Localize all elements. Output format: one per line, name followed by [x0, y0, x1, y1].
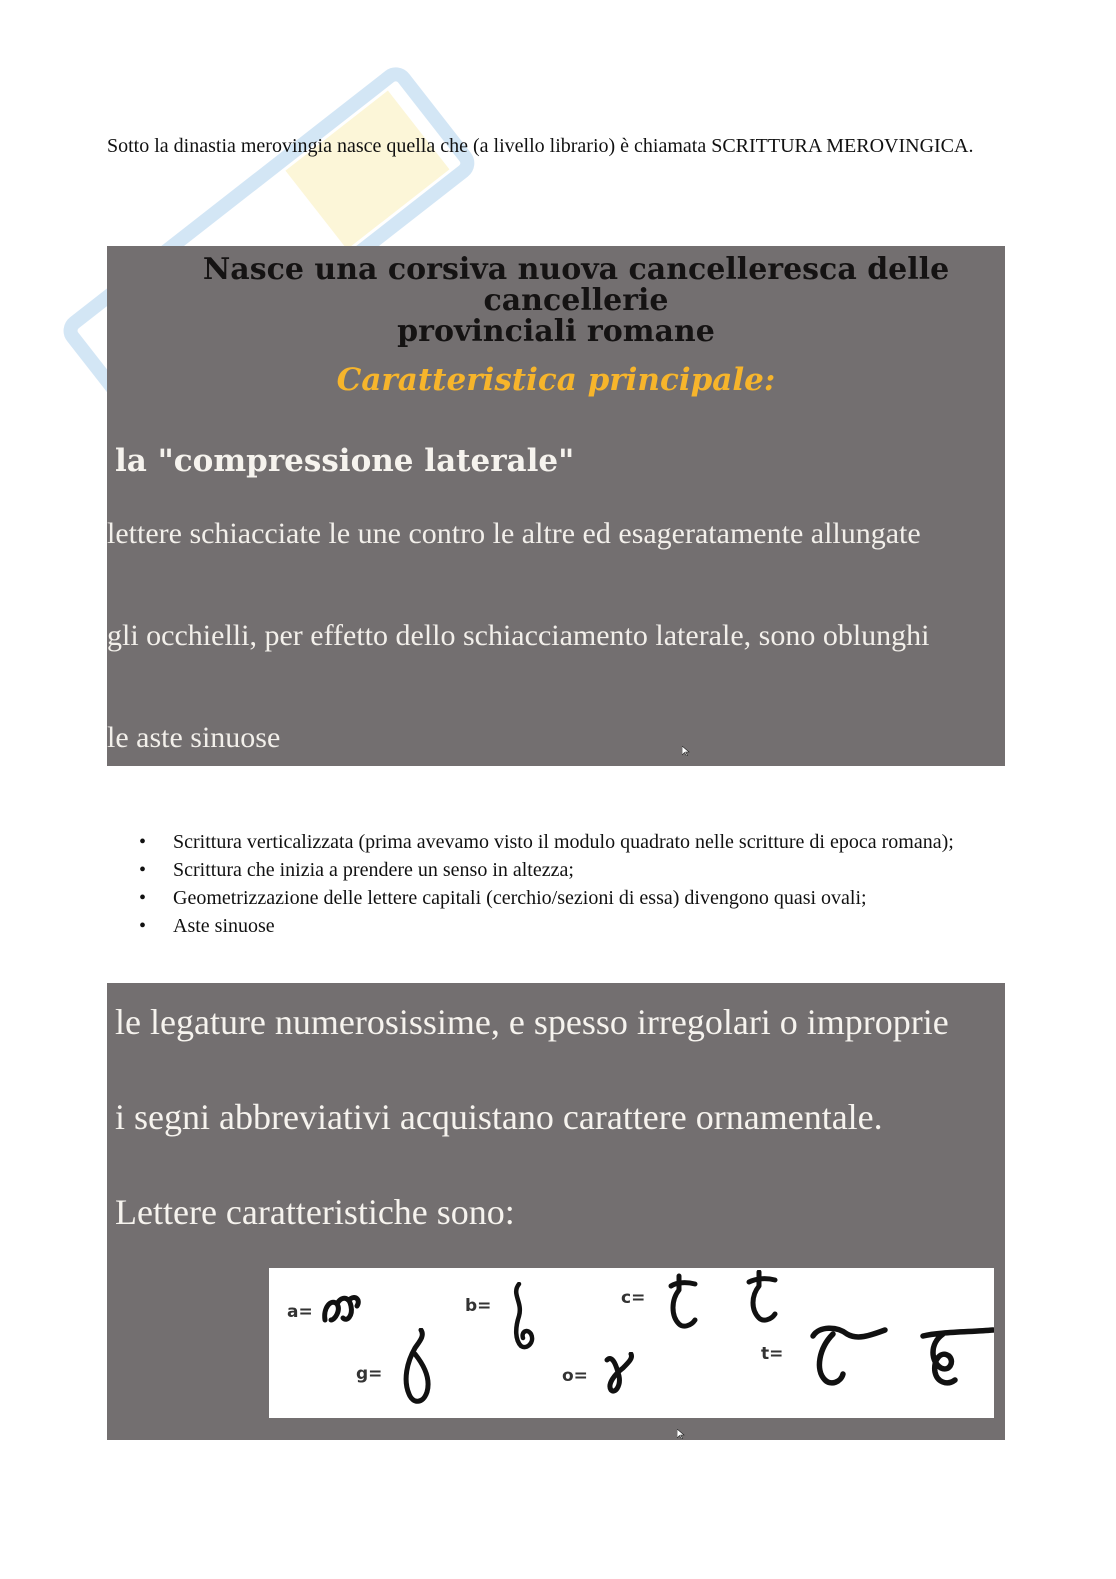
list-item: • Aste sinuose: [137, 912, 997, 940]
letter-label-t: t=: [761, 1344, 784, 1364]
slide2-line: le legature numerosissime, e spesso irregolari o improprie: [115, 1002, 949, 1042]
merovingian-c-glyph: [665, 1272, 705, 1332]
slide1-point: gli occhielli, per effetto dello schiacciamento laterale, sono oblunghi: [107, 619, 930, 652]
slide1-subtitle: Caratteristica principale:: [336, 362, 776, 398]
letter-label-o: o=: [562, 1366, 588, 1386]
merovingian-a-glyph: [321, 1290, 363, 1330]
slide1-point: lettere schiacciate le une contro le altre ed esageratamente allungate: [107, 517, 921, 550]
letter-label-a: a=: [287, 1302, 313, 1322]
intro-paragraph: Sotto la dinastia merovingia nasce quella che (a livello librario) è chiamata SCRITTURA MEROVINGICA.: [107, 135, 974, 157]
slide1-heading: la "compressione laterale": [115, 443, 575, 479]
slide1-title-line2: provinciali romane: [397, 314, 715, 349]
list-item: • Scrittura che inizia a prendere un senso in altezza;: [137, 856, 997, 884]
merovingian-t-variant-glyph: [919, 1322, 994, 1392]
slide1-point: le aste sinuose: [107, 721, 281, 754]
slide1-title-line1: Nasce una corsiva nuova cancelleresca delle cancellerie: [202, 252, 950, 318]
merovingian-b-glyph: [509, 1282, 543, 1352]
merovingian-t-glyph: [807, 1318, 889, 1390]
letter-label-g: g=: [356, 1364, 383, 1384]
list-item: • Scrittura verticalizzata (prima avevamo visto il modulo quadrato nelle scritture di epoca romana);: [137, 828, 997, 856]
slide1-title: [107, 254, 1005, 347]
slide2-line: Lettere caratteristiche sono:: [115, 1192, 515, 1232]
merovingian-c-variant-glyph: [743, 1270, 783, 1326]
mouse-cursor-icon: [682, 746, 690, 756]
slide-compressione-laterale: [107, 246, 1005, 766]
slide2-line: i segni abbreviativi acquistano carattere ornamentale.: [115, 1097, 883, 1137]
letter-label-b: b=: [465, 1296, 492, 1316]
merovingian-g-glyph: [397, 1328, 437, 1410]
list-item: • Geometrizzazione delle lettere capitali (cerchio/sezioni di essa) divengono quasi ovali;: [137, 884, 997, 912]
merovingian-o-glyph: [603, 1352, 637, 1398]
characteristic-letters-image: [269, 1268, 994, 1418]
slide-legature: [107, 983, 1005, 1440]
letter-label-c: c=: [621, 1288, 646, 1308]
features-list: [137, 828, 997, 940]
mouse-cursor-icon: [677, 1429, 685, 1439]
